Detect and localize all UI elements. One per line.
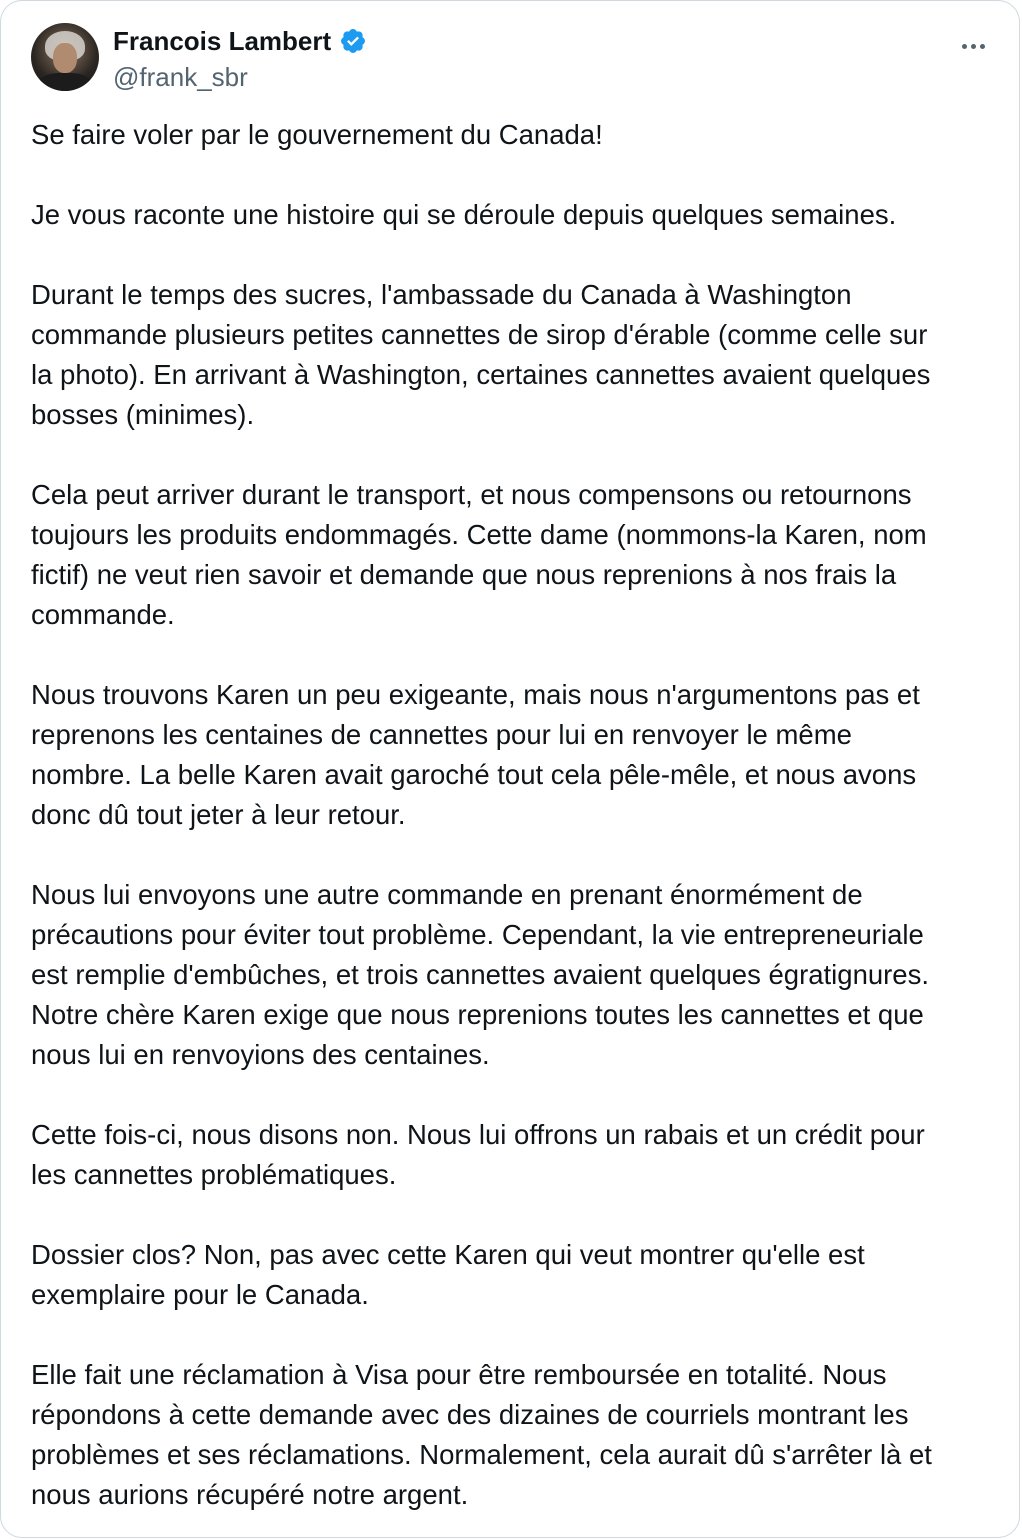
more-options-button[interactable]: [953, 31, 993, 61]
tweet-paragraph: Cela peut arriver durant le transport, et nous compensons ou retournons toujours les produits endommagés. Cette dame (nommons-la Karen, nom fictif) ne veut rien savoir et demande que nous reprenions à nos frais la commande.: [31, 479, 927, 630]
tweet-paragraph: Nous lui envoyons une autre commande en prenant énormément de précautions pour éviter tout problème. Cependant, la vie entrepreneuriale est remplie d'embûches, et trois cannettes avaient quelques égratignures. Notre chère Karen exige que nous reprenions toutes les cannettes et que nous lui en renvoyions des centaines.: [31, 879, 929, 1070]
more-options-icon-dot: [971, 44, 976, 49]
tweet-paragraph: Cette fois-ci, nous disons non. Nous lui offrons un rabais et un crédit pour les cannettes problématiques.: [31, 1119, 925, 1190]
tweet-text: [31, 115, 993, 1515]
tweet-paragraph: Durant le temps des sucres, l'ambassade du Canada à Washington commande plusieurs petites cannettes de sirop d'érable (comme celle sur la photo). En arrivant à Washington, certaines cannettes avaient quelques bosses (minimes).: [31, 279, 931, 430]
tweet-paragraph: Je vous raconte une histoire qui se déroule depuis quelques semaines.: [31, 199, 897, 230]
avatar-shirt: [37, 73, 93, 91]
more-options-icon: [962, 44, 967, 49]
verified-badge-icon: [339, 27, 367, 55]
tweet-header: [31, 23, 993, 93]
more-options-icon-dot: [980, 44, 985, 49]
avatar-face: [53, 43, 77, 73]
tweet-paragraph: Elle fait une réclamation à Visa pour être remboursée en totalité. Nous répondons à cette demande avec des dizaines de courriels montrant les problèmes et ses réclamations. Normalement, cela aurait dû s'arrêter là et nous aurions récupéré notre argent.: [31, 1359, 932, 1510]
author-name-row: [113, 25, 367, 57]
avatar[interactable]: [31, 23, 99, 91]
author-display-name[interactable]: Francois Lambert: [113, 26, 332, 56]
tweet-paragraph: Dossier clos? Non, pas avec cette Karen qui veut montrer qu'elle est exemplaire pour le Canada.: [31, 1239, 865, 1310]
tweet-paragraph: Nous trouvons Karen un peu exigeante, mais nous n'argumentons pas et reprenons les centaines de cannettes pour lui en renvoyer le même nombre. La belle Karen avait garoché tout cela pêle-mêle, et nous avons donc dû tout jeter à leur retour.: [31, 679, 920, 830]
tweet-paragraph: Se faire voler par le gouvernement du Canada!: [31, 119, 603, 150]
author-handle[interactable]: @frank_sbr: [113, 62, 248, 92]
